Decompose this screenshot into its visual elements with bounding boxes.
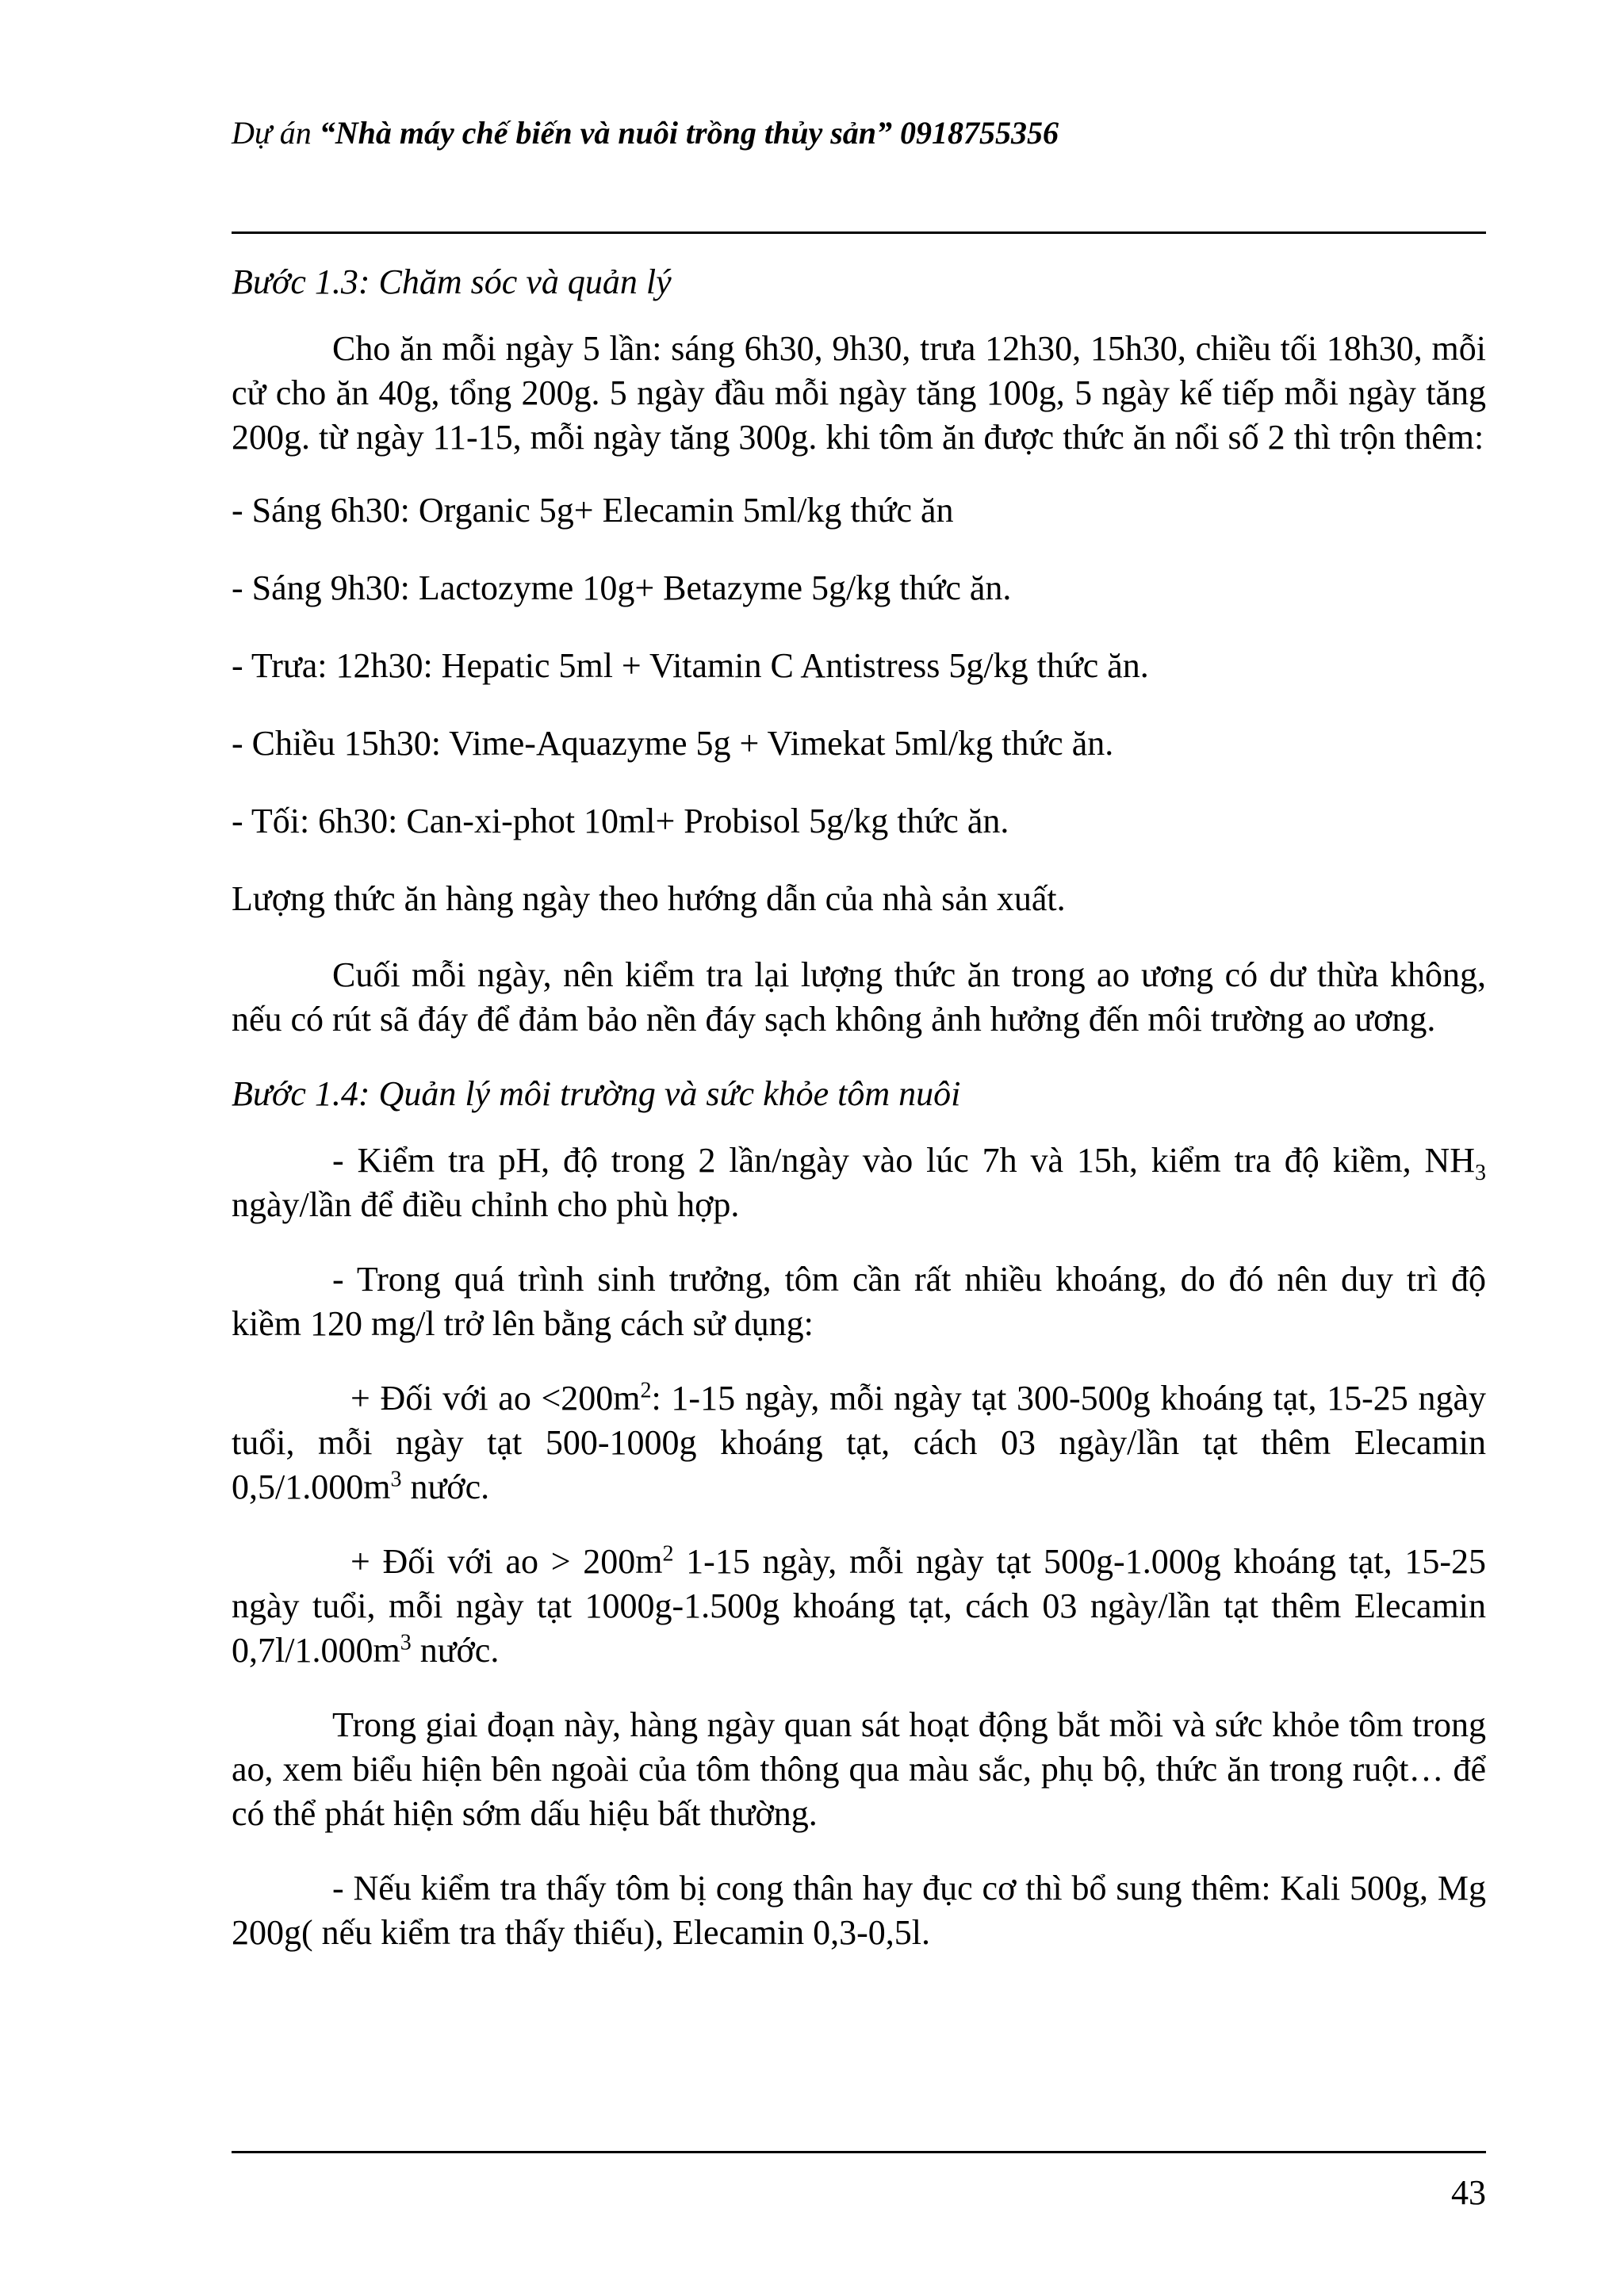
pond-large-text-b: 1-15 ngày, mỗi ngày tạt 500g-1.000g khoáng tạt, 15-25 ngày tuổi, mỗi ngày tạt 1000g-1.500g khoáng tạt, cách 03 ngày/lần tạt thêm Elecamin 0,7l/1.000m bbox=[232, 1542, 1487, 1670]
page-number: 43 bbox=[1451, 2173, 1486, 2212]
section-heading-1-3: Bước 1.3: Chăm sóc và quản lý bbox=[232, 262, 672, 301]
mix-item: - Trưa: 12h30: Hepatic 5ml + Vitamin C Antistress 5g/kg thức ăn. bbox=[232, 646, 1149, 685]
footer-rule bbox=[232, 2151, 1486, 2153]
header-project-name: “Nhà máy chế biến và nuôi trồng thủy sản” 0918755356 bbox=[319, 115, 1059, 151]
header-rule bbox=[232, 232, 1486, 234]
ph-subscript: 3 bbox=[1475, 1160, 1486, 1185]
mix-item: - Sáng 9h30: Lactozyme 10g+ Betazyme 5g/kg thức ăn. bbox=[232, 568, 1012, 607]
pond-small-text-a: + Đối với ao <200m bbox=[350, 1379, 641, 1418]
section-heading-1-4: Bước 1.4: Quản lý môi trường và sức khỏe tôm nuôi bbox=[232, 1074, 961, 1113]
paragraph-minerals: - Trong quá trình sinh trưởng, tôm cần rất nhiều khoáng, do đó nên duy trì độ kiềm 120 mg/l trở lên bằng cách sử dụng: bbox=[232, 1260, 1486, 1343]
pond-large-sup-b: 3 bbox=[400, 1630, 412, 1655]
pond-large-sup-a: 2 bbox=[662, 1541, 674, 1567]
pond-small-sup-a: 2 bbox=[640, 1378, 652, 1403]
paragraph-feeding-schedule: Cho ăn mỗi ngày 5 lần: sáng 6h30, 9h30, trưa 12h30, 15h30, chiều tối 18h30, mỗi cử cho ăn 40g, tổng 200g. 5 ngày đầu mỗi ngày tăng 100g, 5 ngày kế tiếp mỗi ngày tăng 200g. từ ngày 11-15, mỗi ngày tăng 300g. khi tôm ăn được thức ăn nổi số 2 thì trộn thêm: bbox=[232, 329, 1486, 457]
pond-large-text-a: + Đối với ao > 200m bbox=[350, 1542, 663, 1581]
paragraph-pond-small bbox=[232, 1376, 1486, 1510]
pond-small-text-c: nước. bbox=[401, 1468, 490, 1506]
paragraph-end-of-day-check: Cuối mỗi ngày, nên kiểm tra lại lượng thức ăn trong ao ương có dư thừa không, nếu có rút sã đáy để đảm bảo nền đáy sạch không ảnh hưởng đến môi trường ao ương. bbox=[232, 955, 1486, 1039]
paragraph-supplement: - Nếu kiểm tra thấy tôm bị cong thân hay đục cơ thì bổ sung thêm: Kali 500g, Mg 200g( nếu kiểm tra thấy thiếu), Elecamin 0,3-0,5l. bbox=[232, 1869, 1486, 1952]
mix-item: - Chiều 15h30: Vime-Aquazyme 5g + Vimekat 5ml/kg thức ăn. bbox=[232, 724, 1114, 763]
mix-item: - Tối: 6h30: Can-xi-phot 10ml+ Probisol 5g/kg thức ăn. bbox=[232, 802, 1009, 840]
ph-text-after: ngày/lần để điều chỉnh cho phù hợp. bbox=[232, 1185, 740, 1224]
paragraph-observe: Trong giai đoạn này, hàng ngày quan sát hoạt động bắt mồi và sức khỏe tôm trong ao, xem biểu hiện bên ngoài của tôm thông qua màu sắc, phụ bộ, thức ăn trong ruột… để có thể phát hiện sớm dấu hiệu bất thường. bbox=[232, 1705, 1486, 1833]
page-content bbox=[232, 260, 1486, 1955]
pond-small-sup-b: 3 bbox=[390, 1467, 402, 1492]
header-prefix: Dự án bbox=[232, 115, 320, 151]
paragraph-feed-amount: Lượng thức ăn hàng ngày theo hướng dẫn của nhà sản xuất. bbox=[232, 879, 1066, 918]
paragraph-ph-check bbox=[232, 1138, 1486, 1227]
paragraph-pond-large bbox=[232, 1540, 1486, 1673]
mix-item: - Sáng 6h30: Organic 5g+ Elecamin 5ml/kg thức ăn bbox=[232, 491, 954, 530]
page-header bbox=[232, 111, 1484, 155]
ph-text-before: - Kiểm tra pH, độ trong 2 lần/ngày vào lúc 7h và 15h, kiểm tra độ kiềm, NH bbox=[332, 1141, 1475, 1180]
pond-small-text-b: : 1-15 ngày, mỗi ngày tạt 300-500g khoáng tạt, 15-25 ngày tuổi, mỗi ngày tạt 500-1000g khoáng tạt, cách 03 ngày/lần tạt thêm Elecamin 0,5/1.000m bbox=[232, 1379, 1486, 1506]
pond-large-text-c: nước. bbox=[411, 1631, 500, 1670]
